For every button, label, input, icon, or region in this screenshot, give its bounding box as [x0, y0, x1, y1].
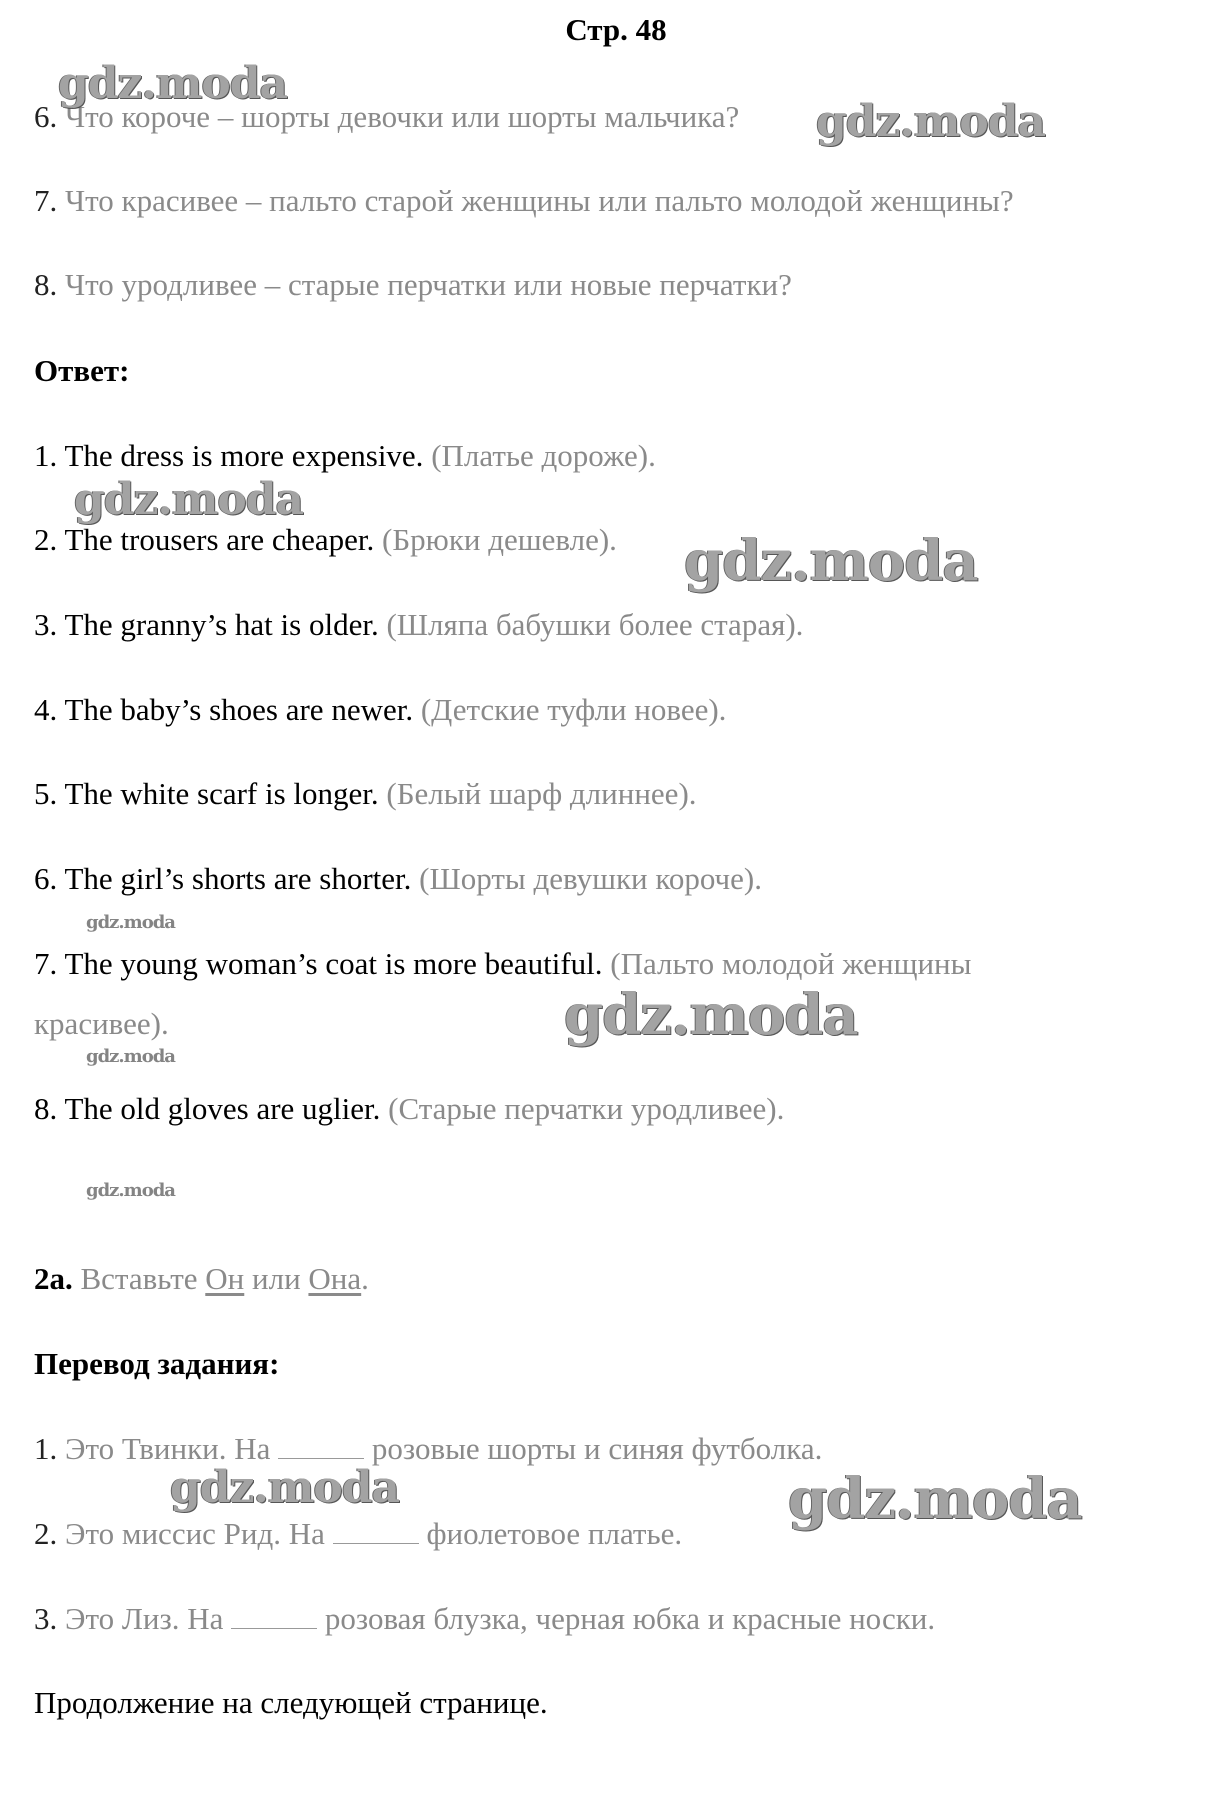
watermark: gdz.moda [74, 474, 304, 525]
fill-blank [278, 1432, 364, 1459]
continuation-note: Продолжение на следующей странице. [34, 1685, 548, 1720]
fill-blank [231, 1602, 317, 1629]
item-before: Это Твинки. На [65, 1431, 271, 1466]
item-number: 3. [34, 1601, 58, 1636]
answer-russian: (Белый шарф длиннее). [386, 776, 697, 811]
answer-number: 4. [34, 692, 58, 727]
answer-3 [34, 606, 803, 644]
item-after: розовая блузка, черная юбка и красные носки. [324, 1601, 936, 1636]
answer-heading: Ответ: [34, 353, 130, 388]
question-8 [34, 266, 792, 304]
answer-english: The granny’s hat is older. [64, 607, 379, 642]
answer-russian: (Платье дороже). [431, 438, 656, 473]
answer-number: 2. [34, 522, 58, 557]
fill-blank [333, 1517, 419, 1544]
answer-2 [34, 521, 617, 559]
item-after: фиолетовое платье. [426, 1516, 683, 1551]
watermark: gdz.moda [684, 528, 978, 594]
watermark: gdz.moda [86, 912, 175, 933]
watermark: gdz.moda [58, 58, 288, 109]
answer-english: The old gloves are uglier. [64, 1091, 381, 1126]
translation-item-1 [34, 1430, 822, 1468]
item-before: Это миссис Рид. На [65, 1516, 325, 1551]
answer-number: 6. [34, 861, 58, 896]
answer-english: The trousers are cheaper. [64, 522, 375, 557]
watermark: gdz.moda [564, 982, 858, 1048]
task-label: 2a. [34, 1261, 73, 1296]
watermark: gdz.moda [86, 1046, 175, 1067]
item-number: 2. [34, 1516, 58, 1551]
question-text: Что короче – шорты девочки или шорты мальчика? [65, 99, 740, 134]
watermark: gdz.moda [86, 1180, 175, 1201]
answer-russian: (Брюки дешевле). [382, 522, 617, 557]
question-number: 8. [34, 267, 58, 302]
answer-russian: (Старые перчатки уродливее). [388, 1091, 785, 1126]
answer-number: 5. [34, 776, 58, 811]
task-word-2: Она [308, 1261, 362, 1296]
item-number: 1. [34, 1431, 58, 1466]
question-text: Что красивее – пальто старой женщины или пальто молодой женщины? [65, 183, 1014, 218]
answer-7-continuation: красивее). [34, 1006, 169, 1041]
answer-4 [34, 691, 726, 729]
answer-8 [34, 1090, 784, 1128]
task-text-post: . [361, 1261, 369, 1296]
task-word-1: Он [205, 1261, 245, 1296]
answer-russian: (Детские туфли новее). [420, 692, 727, 727]
task-2a [34, 1260, 369, 1298]
translation-item-3 [34, 1600, 935, 1638]
answer-number: 3. [34, 607, 58, 642]
watermark: gdz.moda [788, 1466, 1082, 1532]
answer-russian: (Шляпа бабушки более старая). [386, 607, 804, 642]
answer-english: The girl’s shorts are shorter. [64, 861, 412, 896]
question-number: 6. [34, 99, 58, 134]
answer-7 [34, 945, 971, 983]
question-text: Что уродливее – старые перчатки или новые перчатки? [65, 267, 792, 302]
page-title: Стр. 48 [565, 12, 667, 47]
answer-russian: (Шорты девушки короче). [419, 861, 762, 896]
answer-english: The white scarf is longer. [64, 776, 379, 811]
task-text-pre: Вставьте [80, 1261, 198, 1296]
answer-number: 7. [34, 946, 58, 981]
answer-english: The young woman’s coat is more beautiful. [64, 946, 603, 981]
task-text-mid: или [252, 1261, 301, 1296]
answer-6 [34, 860, 762, 898]
watermark: gdz.moda [816, 96, 1046, 147]
translation-item-2 [34, 1515, 682, 1553]
answer-number: 8. [34, 1091, 58, 1126]
answer-number: 1. [34, 438, 58, 473]
item-before: Это Лиз. На [65, 1601, 224, 1636]
translation-heading: Перевод задания: [34, 1346, 280, 1381]
answer-russian: (Пальто молодой женщины [610, 946, 972, 981]
question-number: 7. [34, 183, 58, 218]
item-after: розовые шорты и синяя футболка. [371, 1431, 823, 1466]
answer-english: The baby’s shoes are newer. [64, 692, 414, 727]
answer-1 [34, 437, 656, 475]
watermark: gdz.moda [170, 1462, 400, 1513]
answer-5 [34, 775, 697, 813]
answer-english: The dress is more expensive. [64, 438, 424, 473]
question-7 [34, 182, 1014, 220]
